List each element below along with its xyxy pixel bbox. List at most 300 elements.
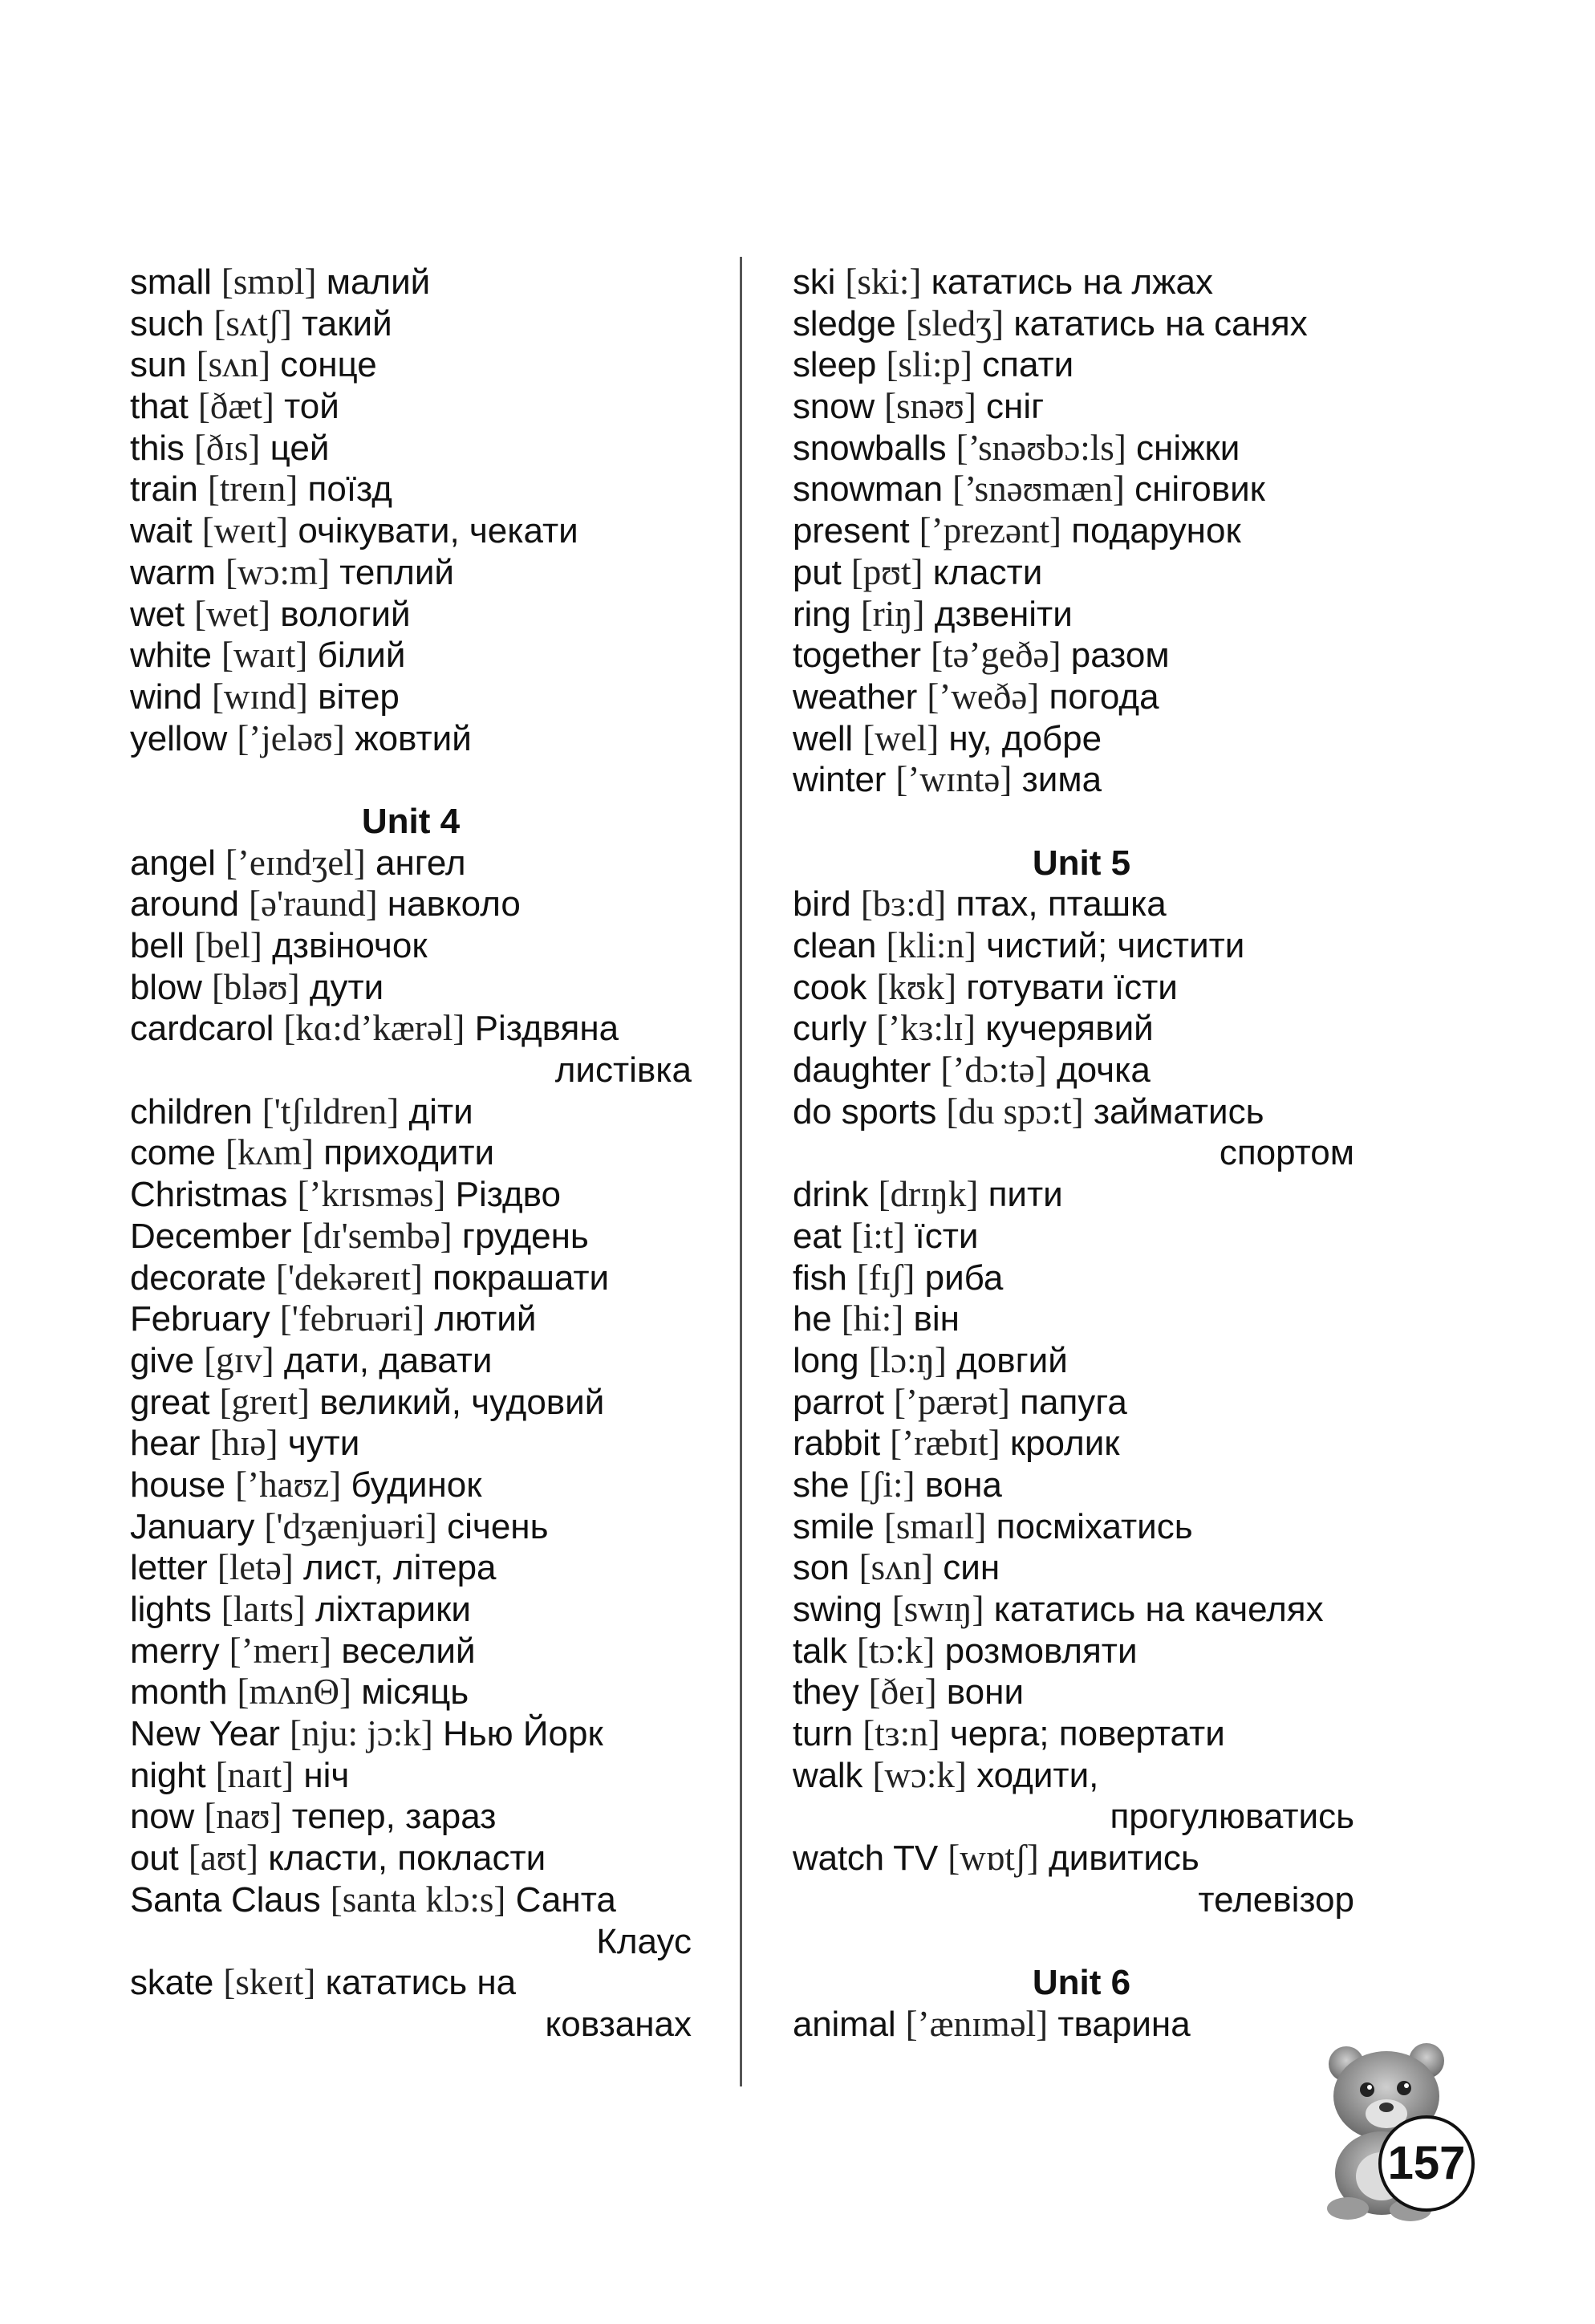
vocab-entry-warm xyxy=(130,552,692,594)
entry-word: this xyxy=(130,428,185,468)
entry-translation: покрашати xyxy=(432,1257,610,1298)
entry-translation: будинок xyxy=(351,1465,482,1505)
entry-translation: кататись на лжах xyxy=(931,262,1213,302)
entry-word: that xyxy=(130,387,189,427)
entry-translation: приходити xyxy=(323,1133,495,1173)
vocab-entry-letter xyxy=(130,1547,692,1589)
entry-translation: поїзд xyxy=(307,469,392,510)
entry-transcription: ['dʒænjuəri] xyxy=(264,1505,437,1546)
entry-word: sleep xyxy=(793,345,877,385)
entry-word: ring xyxy=(793,594,851,634)
entry-translation-continued: листівка xyxy=(554,1050,692,1091)
entry-word: lights xyxy=(130,1590,212,1629)
vocab-entry-around xyxy=(130,884,692,925)
entry-transcription: [lɔ:ŋ] xyxy=(868,1339,947,1380)
vocab-entry-winter xyxy=(793,759,1370,801)
vocab-entry-great xyxy=(130,1382,692,1424)
entry-transcription: [tə’geðə] xyxy=(931,635,1061,676)
entry-translation: кролик xyxy=(1009,1424,1120,1464)
entry-word: son xyxy=(793,1548,850,1588)
entry-translation: кататись на xyxy=(325,1963,517,2003)
entry-translation: ангел xyxy=(375,843,466,883)
entry-word: drink xyxy=(793,1175,869,1215)
entry-transcription: [’ræbɪt] xyxy=(890,1423,1000,1464)
entry-transcription: [wɒtʃ] xyxy=(948,1838,1039,1879)
entry-transcription: [aʊt] xyxy=(188,1838,258,1879)
entry-translation: цей xyxy=(270,428,330,468)
entry-transcription: [drɪŋk] xyxy=(878,1174,979,1215)
entry-translation: кучерявий xyxy=(985,1009,1154,1049)
entry-word: night xyxy=(130,1755,206,1795)
entry-word: turn xyxy=(793,1714,854,1754)
entry-word: Christmas xyxy=(130,1175,288,1215)
entry-transcription: [du spɔ:t] xyxy=(946,1091,1084,1132)
entry-translation: теплий xyxy=(339,552,454,592)
vocab-entry-parrot xyxy=(793,1382,1370,1424)
entry-word: wait xyxy=(130,511,193,551)
entry-translation-continued: Клаус xyxy=(596,1921,692,1961)
entry-translation: грудень xyxy=(461,1216,589,1256)
entry-translation: дочка xyxy=(1057,1050,1151,1091)
entry-translation: кататись на качелях xyxy=(993,1590,1324,1629)
vocab-entry-curly xyxy=(793,1008,1370,1050)
vocab-entry-this xyxy=(130,428,692,469)
entry-translation: сніговик xyxy=(1134,469,1265,510)
vocab-entry-santa-claus xyxy=(130,1879,692,1921)
entry-translation: син xyxy=(943,1548,1000,1588)
entry-translation: посміхатись xyxy=(996,1506,1193,1546)
entry-transcription: [wel] xyxy=(862,717,940,758)
entry-translation: пити xyxy=(988,1175,1063,1215)
entry-translation: Різдвяна xyxy=(474,1009,619,1049)
vocab-entry-sleep xyxy=(793,344,1370,386)
entry-transcription: [ðeɪ] xyxy=(868,1672,937,1713)
entry-transcription: [skeɪt] xyxy=(223,1962,316,2003)
entry-word: bird xyxy=(793,884,851,924)
entry-translation-continued: спортом xyxy=(1219,1133,1354,1173)
entry-translation: риба xyxy=(924,1257,1004,1298)
entry-word: clean xyxy=(793,926,877,965)
entry-word: curly xyxy=(793,1009,866,1049)
entry-translation: займатись xyxy=(1093,1091,1264,1132)
entry-word: watch TV xyxy=(793,1838,938,1879)
vocab-entry-snow xyxy=(793,386,1370,428)
entry-word: present xyxy=(793,511,910,551)
vocab-entry-angel xyxy=(130,843,692,884)
page-number: 157 xyxy=(1378,2115,1475,2212)
left-column xyxy=(130,262,692,2046)
entry-transcription: [sʌn] xyxy=(196,344,271,385)
entry-translation: ну, добре xyxy=(948,718,1102,758)
vocab-entry-talk xyxy=(793,1631,1370,1672)
entry-translation: класти xyxy=(932,552,1043,592)
entry-word: together xyxy=(793,636,921,676)
entry-translation: лютий xyxy=(434,1299,537,1339)
vocab-entry-drink xyxy=(793,1174,1370,1216)
vocab-entry-turn xyxy=(793,1713,1370,1755)
entry-translation: разом xyxy=(1070,636,1170,676)
entry-word: ski xyxy=(793,262,836,302)
entry-transcription: [swɪŋ] xyxy=(891,1589,984,1629)
vocab-entry-son xyxy=(793,1547,1370,1589)
entry-transcription: [hɪə] xyxy=(209,1423,278,1464)
entry-transcription: [snəʊ] xyxy=(884,386,976,427)
entry-word: small xyxy=(130,262,212,302)
vocab-entry-lights xyxy=(130,1589,692,1631)
entry-word: merry xyxy=(130,1631,220,1671)
vocab-entry-bell xyxy=(130,925,692,967)
entry-transcription: [smɒl] xyxy=(221,262,317,302)
vocab-entry-wet xyxy=(130,594,692,636)
entry-word: snowballs xyxy=(793,428,947,468)
entry-transcription: [’snəʊmæn] xyxy=(952,469,1125,510)
vocab-entry-weather xyxy=(793,676,1370,718)
entry-word: swing xyxy=(793,1590,883,1629)
entry-transcription: [laɪts] xyxy=(221,1589,306,1629)
entry-transcription: [kʊk] xyxy=(876,966,957,1007)
entry-transcription: [kli:n] xyxy=(886,925,976,965)
entry-transcription: [letə] xyxy=(217,1547,294,1588)
entry-translation: черга; повертати xyxy=(949,1714,1225,1754)
vocab-entry-do-sports xyxy=(793,1091,1370,1133)
entry-translation: сніжки xyxy=(1136,428,1240,468)
vocab-entry-walk xyxy=(793,1755,1370,1797)
entry-word: snowman xyxy=(793,469,943,510)
entry-translation: дути xyxy=(309,967,384,1007)
entry-translation: подарунок xyxy=(1071,511,1241,551)
vocab-entry-train xyxy=(130,469,692,510)
entry-transcription: ['dekəreɪt] xyxy=(275,1257,423,1298)
entry-word: great xyxy=(130,1382,210,1422)
entry-transcription: [smaɪl] xyxy=(883,1505,987,1546)
vocab-entry-fish xyxy=(793,1257,1370,1299)
entry-transcription: [’kɜ:lɪ] xyxy=(876,1008,976,1049)
entry-word: white xyxy=(130,636,212,676)
entry-word: sledge xyxy=(793,303,896,343)
entry-transcription: [wɔ:m] xyxy=(225,551,330,592)
entry-word: snow xyxy=(793,387,875,427)
entry-word: long xyxy=(793,1340,859,1380)
entry-word: December xyxy=(130,1216,292,1256)
entry-translation: діти xyxy=(408,1091,473,1132)
entry-translation: дзвіночок xyxy=(272,926,428,965)
vocab-entry-new-year xyxy=(130,1713,692,1755)
entry-translation: сонце xyxy=(280,345,377,385)
entry-word: skate xyxy=(130,1963,214,2003)
entry-transcription: [’merɪ] xyxy=(229,1630,332,1671)
vocab-entry-they xyxy=(793,1672,1370,1713)
entry-translation: папуга xyxy=(1020,1382,1127,1422)
entry-translation: жовтий xyxy=(355,718,472,758)
vocab-entry-rabbit xyxy=(793,1423,1370,1465)
vocab-entry-cardcarol xyxy=(130,1008,692,1050)
entry-word: do sports xyxy=(793,1091,937,1132)
vocab-entry-wait xyxy=(130,510,692,552)
vocab-entry-yellow xyxy=(130,718,692,760)
entry-word: children xyxy=(130,1091,253,1132)
right-column xyxy=(793,262,1370,2046)
vocab-entry-cook xyxy=(793,967,1370,1009)
entry-word: parrot xyxy=(793,1382,884,1422)
entry-transcription: [kʌm] xyxy=(225,1132,315,1173)
entry-word: month xyxy=(130,1672,228,1713)
entry-transcription: [’weðə] xyxy=(927,676,1040,717)
entry-word: cook xyxy=(793,967,867,1007)
vocab-entry-daughter xyxy=(793,1050,1370,1091)
vocab-entry-ring xyxy=(793,594,1370,636)
vocab-entry-snowman xyxy=(793,469,1370,510)
vocab-entry-she xyxy=(793,1465,1370,1506)
entry-transcription: [ʃi:] xyxy=(858,1464,915,1505)
entry-transcription: [wet] xyxy=(194,593,271,634)
vocab-entry-skate xyxy=(130,1962,692,2004)
unit-5-entries xyxy=(793,884,1370,1920)
entry-word: hear xyxy=(130,1424,201,1464)
entry-translation: дати, давати xyxy=(283,1340,493,1380)
entry-word: letter xyxy=(130,1548,208,1588)
entry-word: well xyxy=(793,718,853,758)
vocab-entry-blow xyxy=(130,967,692,1009)
entry-translation: птах, пташка xyxy=(956,884,1167,924)
entry-word: January xyxy=(130,1506,255,1546)
entry-translation: місяць xyxy=(361,1672,469,1713)
entry-translation: Санта xyxy=(515,1879,616,1920)
entry-transcription: [’ænɪməl] xyxy=(905,2003,1049,2044)
vocab-entry-together xyxy=(793,635,1370,676)
entry-transcription: [santa klɔ:s] xyxy=(330,1879,506,1920)
entry-word: daughter xyxy=(793,1050,931,1091)
entry-translation: тварина xyxy=(1057,2004,1191,2044)
entry-translation: дзвеніти xyxy=(934,594,1073,634)
entry-translation: такий xyxy=(302,303,392,343)
entry-word: Santa Claus xyxy=(130,1879,321,1920)
entry-word: talk xyxy=(793,1631,847,1671)
entry-translation: великий, чудовий xyxy=(319,1382,605,1422)
entry-word: rabbit xyxy=(793,1424,880,1464)
entry-translation: вона xyxy=(924,1465,1002,1505)
entry-word: February xyxy=(130,1299,270,1339)
entry-transcription: [riŋ] xyxy=(860,593,925,634)
entry-translation: малий xyxy=(326,262,431,302)
entry-word: house xyxy=(130,1465,225,1505)
vocab-entry-smile xyxy=(793,1506,1370,1548)
vocab-entry-night xyxy=(130,1755,692,1797)
entry-translation: вологий xyxy=(280,594,411,634)
entry-transcription: [bɜ:d] xyxy=(860,884,947,924)
spacer xyxy=(793,801,1370,843)
entry-transcription: [tɔ:k] xyxy=(856,1630,935,1671)
entry-translation: навколо xyxy=(387,884,521,924)
entry-translation: ходити, xyxy=(976,1755,1099,1795)
left-top-entries xyxy=(130,262,692,759)
entry-translation: ліхтарики xyxy=(315,1590,471,1629)
entry-word: give xyxy=(130,1340,194,1380)
entry-transcription: [’pærət] xyxy=(893,1381,1010,1422)
entry-transcription: [wɪnd] xyxy=(211,676,308,717)
entry-translation: чути xyxy=(287,1424,360,1464)
vocab-entry-clean xyxy=(793,925,1370,967)
vocab-entry-sledge xyxy=(793,303,1370,345)
entry-transcription: [naʊ] xyxy=(204,1796,282,1837)
entry-transcription: [i:t] xyxy=(850,1215,906,1256)
vocab-entry-decorate xyxy=(130,1257,692,1299)
entry-translation: Різдво xyxy=(455,1175,562,1215)
vocab-entry-animal xyxy=(793,2004,1370,2046)
entry-translation: чистий; чистити xyxy=(986,926,1245,965)
entry-word: winter xyxy=(793,760,887,800)
entry-word: put xyxy=(793,552,842,592)
entry-word: angel xyxy=(130,843,216,883)
spacer xyxy=(130,759,692,801)
entry-transcription: [greɪt] xyxy=(219,1381,310,1422)
entry-translation: дивитись xyxy=(1048,1838,1199,1879)
vocab-entry-swing xyxy=(793,1589,1370,1631)
entry-word: eat xyxy=(793,1216,842,1256)
entry-transcription: [waɪt] xyxy=(221,635,308,676)
entry-word: such xyxy=(130,303,205,343)
entry-transcription: [sʌtʃ] xyxy=(213,303,292,343)
entry-transcription: [’krɪsməs] xyxy=(297,1174,446,1215)
entry-word: wet xyxy=(130,594,185,634)
vocab-entry-merry xyxy=(130,1631,692,1672)
entry-word: blow xyxy=(130,967,202,1007)
entry-transcription: [sʌn] xyxy=(858,1547,934,1588)
entry-word: sun xyxy=(130,345,187,385)
entry-transcription: [ðæt] xyxy=(197,386,274,427)
entry-transcription: [bel] xyxy=(193,925,262,965)
entry-translation: класти, покласти xyxy=(268,1838,546,1879)
unit-6-entries xyxy=(793,2004,1370,2046)
entry-word: weather xyxy=(793,676,918,717)
entry-word: come xyxy=(130,1133,216,1173)
vocab-entry-put xyxy=(793,552,1370,594)
entry-translation: кататись на санях xyxy=(1013,303,1308,343)
entry-translation: білий xyxy=(317,636,406,676)
entry-transcription: [’jeləʊ] xyxy=(237,717,345,758)
entry-transcription: [’eɪndʒel] xyxy=(225,842,366,883)
entry-translation: ніч xyxy=(303,1755,350,1795)
entry-word: decorate xyxy=(130,1257,266,1298)
vocab-entry-watch-tv xyxy=(793,1838,1370,1879)
vocab-entry-give xyxy=(130,1340,692,1382)
entry-word: smile xyxy=(793,1506,875,1546)
vocab-entry-children xyxy=(130,1091,692,1133)
entry-translation: готувати їсти xyxy=(966,967,1178,1007)
entry-translation: довгий xyxy=(956,1340,1068,1380)
entry-word: she xyxy=(793,1465,850,1505)
entry-word: out xyxy=(130,1838,179,1879)
entry-word: animal xyxy=(793,2004,896,2044)
entry-translation: сніг xyxy=(986,387,1045,427)
entry-translation: він xyxy=(913,1299,960,1339)
entry-word: he xyxy=(793,1299,832,1339)
entry-translation: вітер xyxy=(318,676,400,717)
vocab-entry-long xyxy=(793,1340,1370,1382)
entry-translation: тепер, зараз xyxy=(291,1797,497,1837)
entry-translation-continued: прогулюватись xyxy=(1110,1797,1354,1837)
entry-word: train xyxy=(130,469,198,510)
entry-translation: зима xyxy=(1021,760,1102,800)
entry-translation: очікувати, чекати xyxy=(298,511,578,551)
vocab-entry-snowballs xyxy=(793,428,1370,469)
entry-translation: вони xyxy=(946,1672,1025,1713)
vocab-entry-out xyxy=(130,1838,692,1879)
entry-transcription: [naɪt] xyxy=(215,1754,294,1795)
entry-translation: веселий xyxy=(341,1631,476,1671)
unit-4-entries xyxy=(130,843,692,2046)
entry-transcription: [pʊt] xyxy=(850,551,923,592)
vocab-entry-hear xyxy=(130,1423,692,1465)
entry-transcription: [kɑ:d’kærəl] xyxy=(283,1008,465,1049)
vocab-entry-eat xyxy=(793,1216,1370,1257)
entry-transcription: [sli:p] xyxy=(886,344,972,385)
entry-translation: Нью Йорк xyxy=(442,1714,603,1754)
entry-word: bell xyxy=(130,926,185,965)
vocab-entry-white xyxy=(130,635,692,676)
entry-word: yellow xyxy=(130,718,228,758)
entry-word: they xyxy=(793,1672,859,1713)
vocab-entry-such xyxy=(130,303,692,345)
vocab-entry-january xyxy=(130,1506,692,1548)
vocab-entry-month xyxy=(130,1672,692,1713)
entry-transcription: [ski:] xyxy=(845,262,922,302)
entry-transcription: [wɔ:k] xyxy=(872,1754,967,1795)
entry-transcription: ['tʃɪldren] xyxy=(262,1091,400,1132)
unit-4-heading: Unit 4 xyxy=(361,801,461,841)
entry-transcription: [ə'raund] xyxy=(249,884,378,924)
entry-transcription: [’wɪntə] xyxy=(895,759,1013,800)
entry-word: around xyxy=(130,884,239,924)
vocab-entry-present xyxy=(793,510,1370,552)
vocab-entry-wind xyxy=(130,676,692,718)
vocab-entry-december xyxy=(130,1216,692,1257)
vocab-entry-ski xyxy=(793,262,1370,303)
vocab-entry-he xyxy=(793,1298,1370,1340)
entry-transcription: [’prezənt] xyxy=(919,510,1061,551)
vocab-entry-sun xyxy=(130,344,692,386)
entry-word: walk xyxy=(793,1755,863,1795)
entry-translation-continued: телевізор xyxy=(1198,1879,1354,1920)
entry-translation: лист, літера xyxy=(303,1548,497,1588)
entry-transcription: [treɪn] xyxy=(207,469,298,510)
vocab-entry-christmas xyxy=(130,1174,692,1216)
entry-transcription: [tɜ:n] xyxy=(862,1713,940,1754)
entry-transcription: [fɪʃ] xyxy=(856,1257,915,1298)
entry-transcription: [’snəʊbɔ:ls] xyxy=(956,427,1126,468)
entry-transcription: [weɪt] xyxy=(201,510,289,551)
entry-transcription: ['februəri] xyxy=(279,1298,425,1339)
entry-translation: той xyxy=(284,387,339,427)
entry-translation: січень xyxy=(447,1506,549,1546)
entry-word: fish xyxy=(793,1257,847,1298)
vocab-entry-house xyxy=(130,1465,692,1506)
vocab-entry-february xyxy=(130,1298,692,1340)
right-top-entries xyxy=(793,262,1370,801)
entry-transcription: [sledʒ] xyxy=(905,303,1004,343)
entry-word: now xyxy=(130,1797,195,1837)
entry-word: wind xyxy=(130,676,202,717)
vocab-entry-now xyxy=(130,1796,692,1838)
column-divider xyxy=(740,257,742,2086)
spacer xyxy=(793,1921,1370,1963)
entry-transcription: [ðɪs] xyxy=(193,427,261,468)
entry-translation: розмовляти xyxy=(944,1631,1138,1671)
entry-translation-continued: ковзанах xyxy=(545,2004,692,2044)
unit-6-heading: Unit 6 xyxy=(1032,1963,1131,2003)
entry-transcription: [mʌnΘ] xyxy=(237,1672,352,1713)
entry-transcription: [gɪv] xyxy=(204,1339,274,1380)
entry-word: warm xyxy=(130,552,216,592)
